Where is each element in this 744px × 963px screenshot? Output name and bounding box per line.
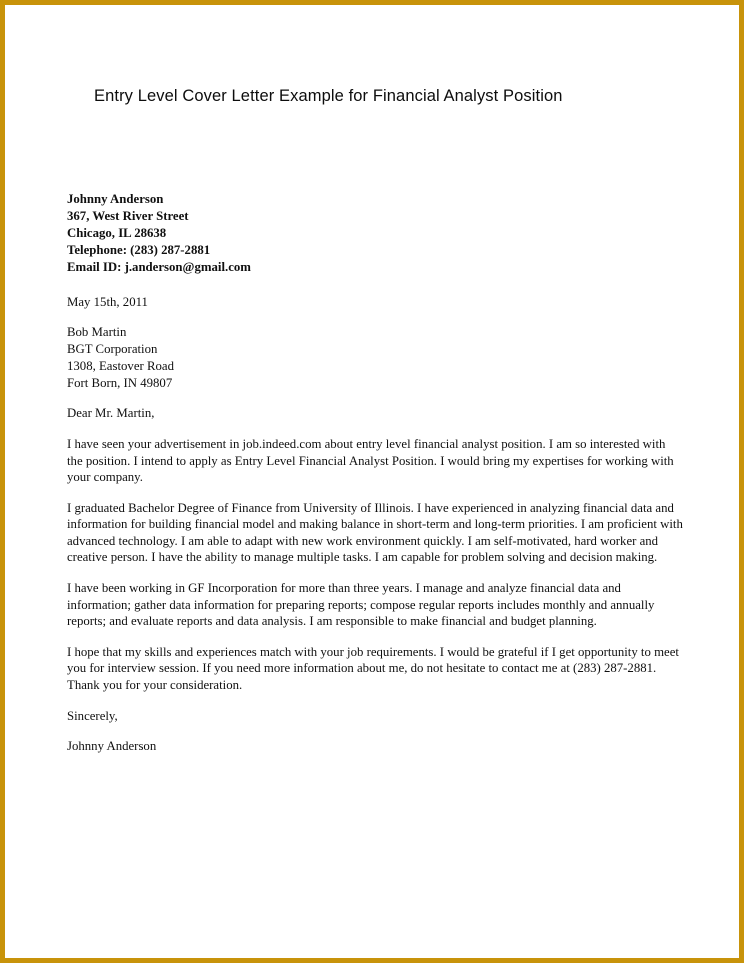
sender-address-block xyxy=(67,191,683,276)
recipient-company: BGT Corporation xyxy=(67,341,158,356)
sender-city-state-zip: Chicago, IL 28638 xyxy=(67,225,167,240)
document-sheet xyxy=(5,5,739,958)
letter-paragraph-3: I have been working in GF Incorporation for more than three years. I manage and analyze financial data and information; gather data information for preparing reports; compose regular reports includes monthly and annually reports; and evaluate reports and data analysis. I am responsible to make financial and budget planning. xyxy=(67,581,655,629)
recipient-city-state-zip: Fort Born, IN 49807 xyxy=(67,375,173,390)
sender-telephone: Telephone: (283) 287-2881 xyxy=(67,242,211,257)
letter-paragraph-2: I graduated Bachelor Degree of Finance from University of Illinois. I have experienced in analyzing financial data and information for building financial model and making balance in short-term and long-term priorities. I am proficient with advanced technology. I am able to adapt with new work environment quickly. I am self-motivated, hard worker and creative person. I have the ability to manage multiple tasks. I am capable for problem solving and decision making. xyxy=(67,500,683,565)
sender-email: Email ID: j.anderson@gmail.com xyxy=(67,259,251,274)
recipient-name: Bob Martin xyxy=(67,325,127,340)
letter-date: May 15th, 2011 xyxy=(67,294,148,309)
page-title: Entry Level Cover Letter Example for Financial Analyst Position xyxy=(94,87,563,105)
signature-name: Johnny Anderson xyxy=(67,739,157,754)
sender-name: Johnny Anderson xyxy=(67,192,164,206)
closing-line: Sincerely, xyxy=(67,708,118,723)
letter-body xyxy=(67,191,683,755)
sender-street: 367, West River Street xyxy=(67,208,189,223)
recipient-street: 1308, Eastover Road xyxy=(67,358,174,373)
recipient-address-block xyxy=(67,324,683,391)
letter-paragraph-1: I have seen your advertisement in job.indeed.com about entry level financial analyst position. I am so interested with the position. I intend to apply as Entry Level Financial Analyst Position. I would bring my expertises for working with your company. xyxy=(67,436,674,485)
salutation: Dear Mr. Martin, xyxy=(67,406,155,421)
letter-paragraph-4: I hope that my skills and experiences match with your job requirements. I would be grateful if I get opportunity to meet you for interview session. If you need more information about me, do not hesitate to contact me at (283) 287-2881. Thank you for your consideration. xyxy=(67,644,679,693)
